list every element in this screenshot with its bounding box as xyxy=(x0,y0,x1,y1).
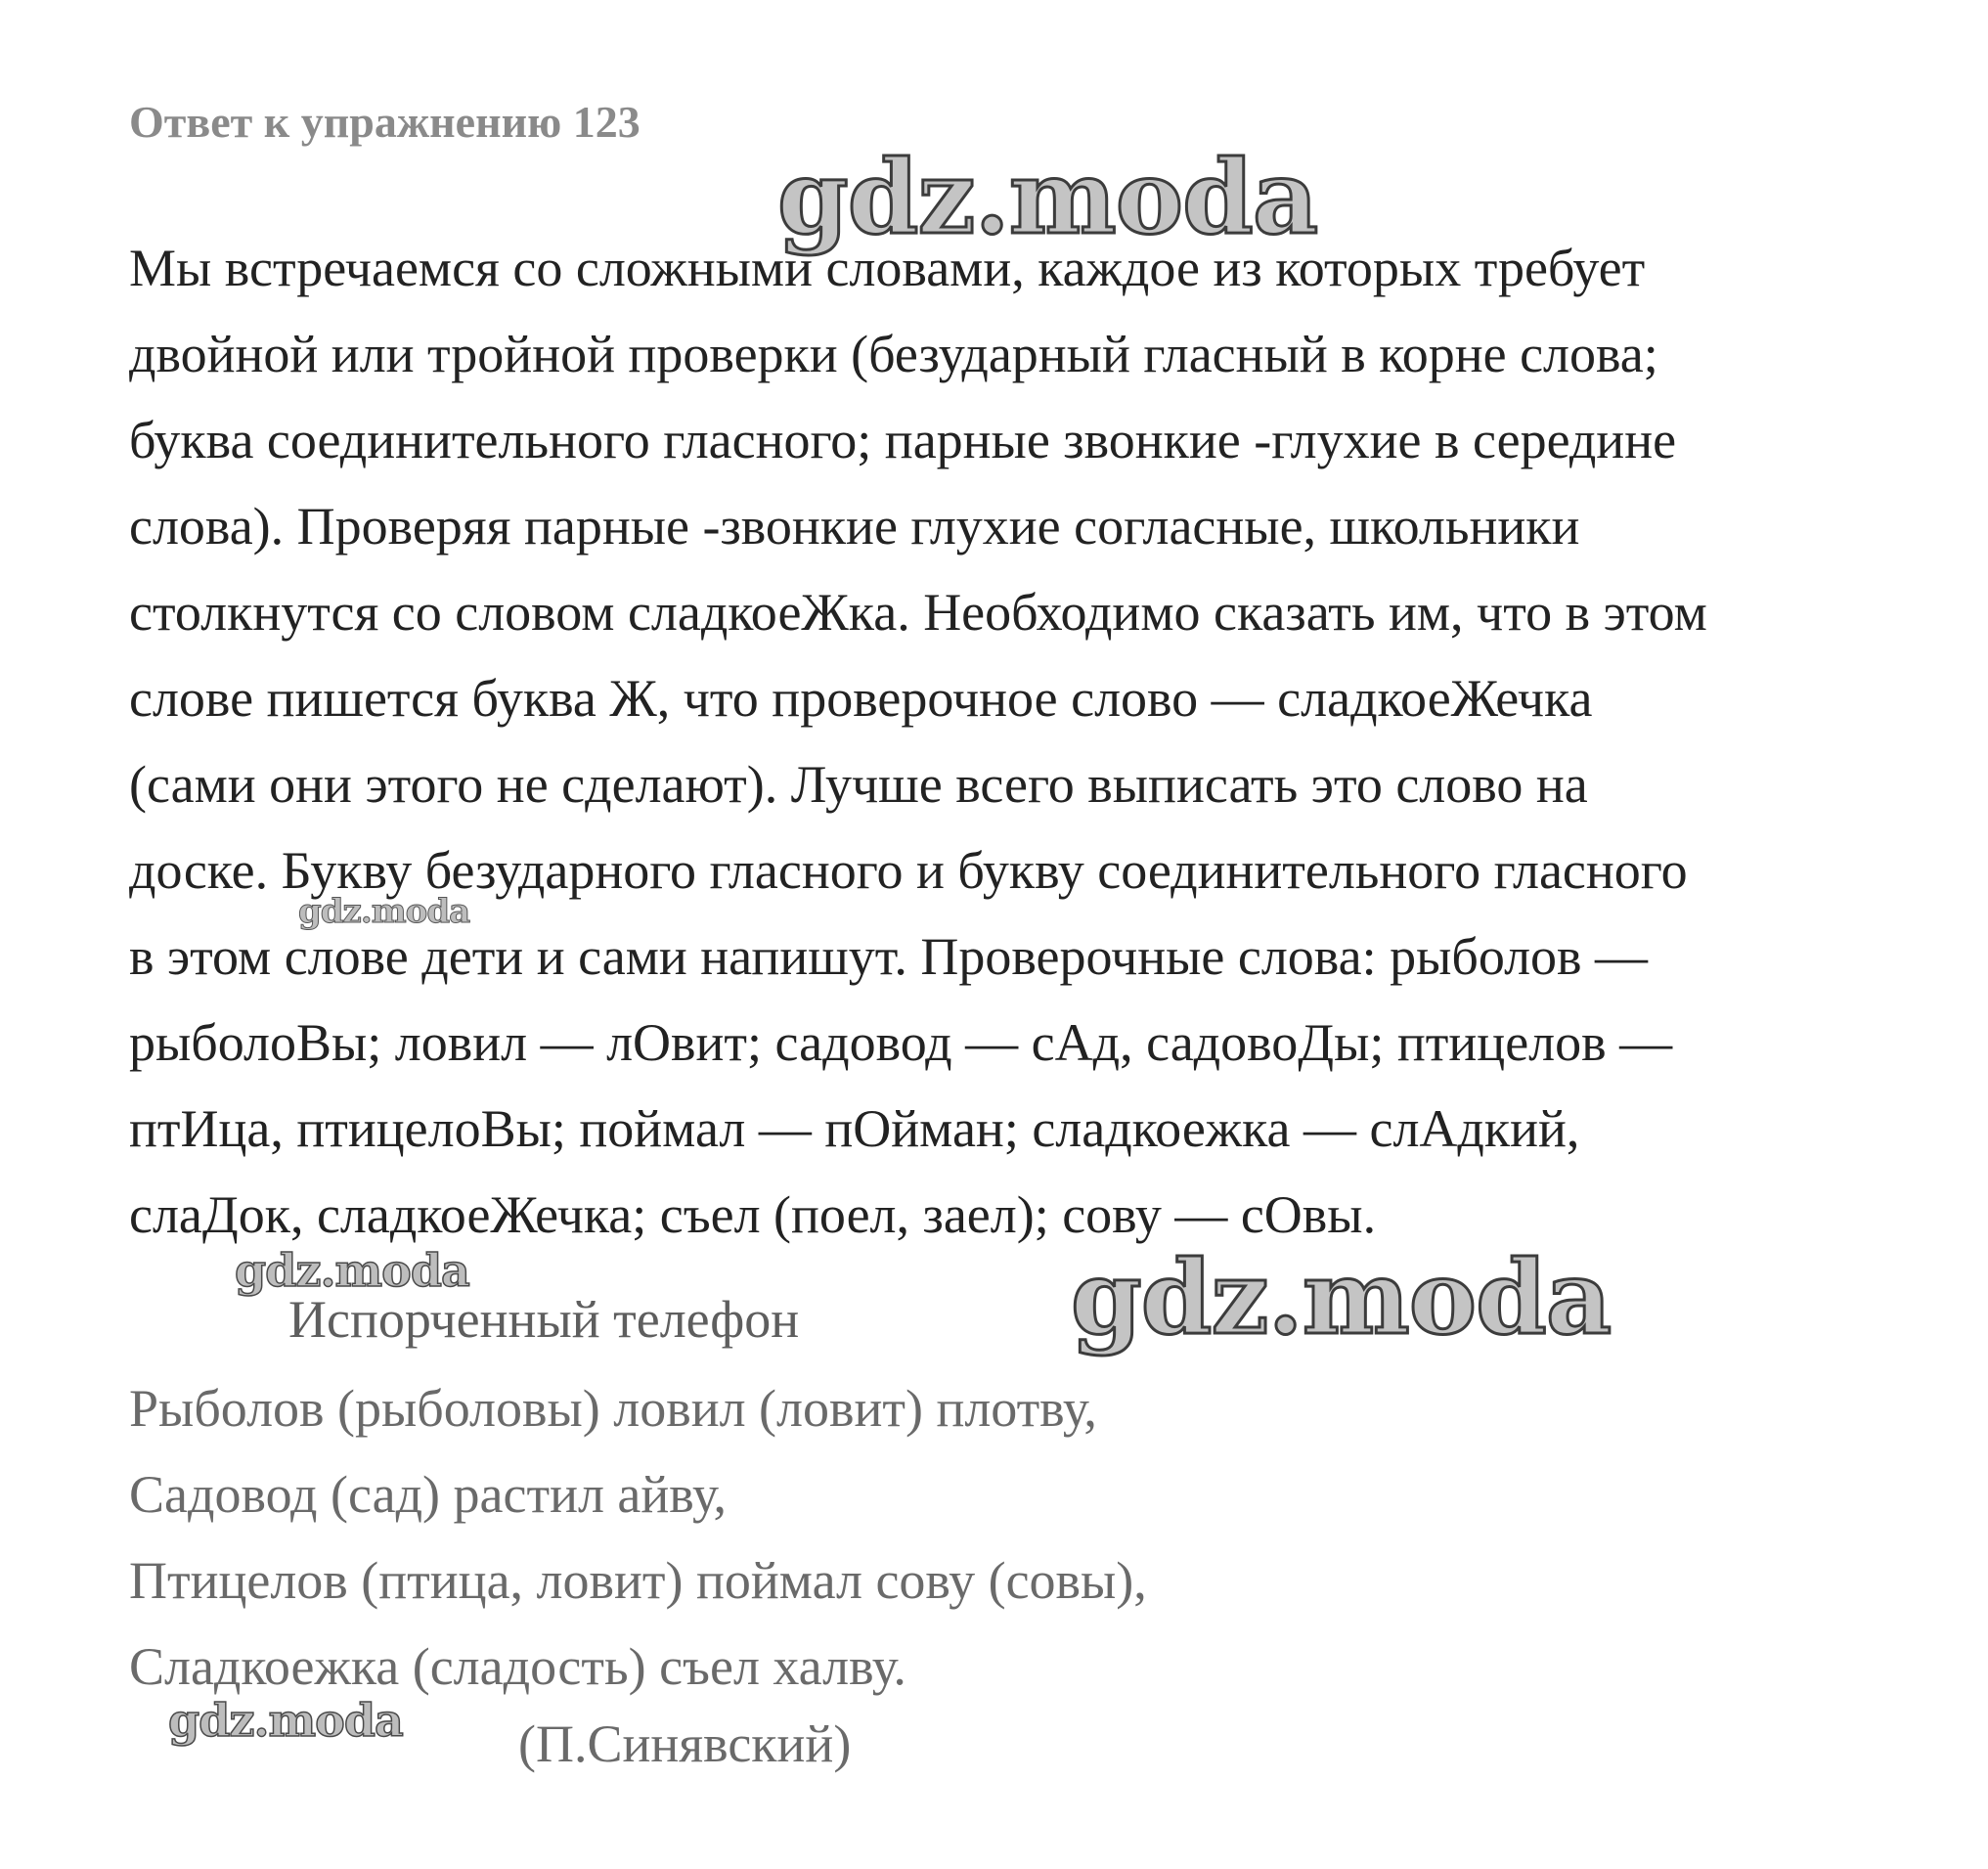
paragraph-line: птИца, птицелоВы; поймал — пОйман; сладкоежка — слАдкий, xyxy=(129,1099,1580,1158)
poem-author: (П.Синявский) xyxy=(518,1714,852,1773)
watermark-logo: gdz.moda xyxy=(235,1244,469,1297)
answer-paragraph xyxy=(129,225,1909,1258)
paragraph-line: столкнутся со словом сладкоеЖка. Необходимо сказать им, что в этом xyxy=(129,583,1707,642)
poem-line: Сладкоежка (сладость) съел халву. xyxy=(129,1637,906,1696)
paragraph-line: рыболоВы; ловил — лОвит; садовод — сАд, садовоДы; птицелов — xyxy=(129,1013,1673,1072)
poem-line: Птицелов (птица, ловит) поймал сову (совы), xyxy=(129,1551,1147,1610)
poem-line: Садовод (сад) растил айву, xyxy=(129,1465,728,1524)
watermark-logo: gdz.moda xyxy=(777,137,1318,257)
paragraph-line: доске. Букву безударного гласного и букву соединительного гласного xyxy=(129,841,1688,900)
paragraph-line: слаДок, сладкоеЖечка; съел (поел, заел); сову — сОвы. xyxy=(129,1185,1377,1244)
paragraph-line: (сами они этого не сделают). Лучше всего выписать это слово на xyxy=(129,755,1588,814)
paragraph-line: двойной или тройной проверки (безударный гласный в корне слова; xyxy=(129,325,1658,383)
poem xyxy=(129,1365,1147,1710)
page-heading: Ответ к упражнению 123 xyxy=(129,97,641,147)
watermark-logo: gdz.moda xyxy=(168,1694,403,1747)
paragraph-line: Мы встречаемся со сложными словами, каждое из которых требует xyxy=(129,239,1646,297)
watermark-logo: gdz.moda xyxy=(298,892,470,931)
poem-line: Рыболов (рыболовы) ловил (ловит) плотву, xyxy=(129,1379,1097,1438)
poem-title: Испорченный телефон xyxy=(288,1290,800,1349)
paragraph-line: слова). Проверяя парные -звонкие глухие согласные, школьники xyxy=(129,497,1580,556)
paragraph-line: буква соединительного гласного; парные звонкие -глухие в середине xyxy=(129,411,1677,469)
paragraph-line: слове пишется буква Ж, что проверочное слово — сладкоеЖечка xyxy=(129,669,1593,728)
watermark-logo: gdz.moda xyxy=(1071,1237,1612,1357)
paragraph-line: в этом слове дети и сами напишут. Проверочные слова: рыболов — xyxy=(129,927,1649,986)
